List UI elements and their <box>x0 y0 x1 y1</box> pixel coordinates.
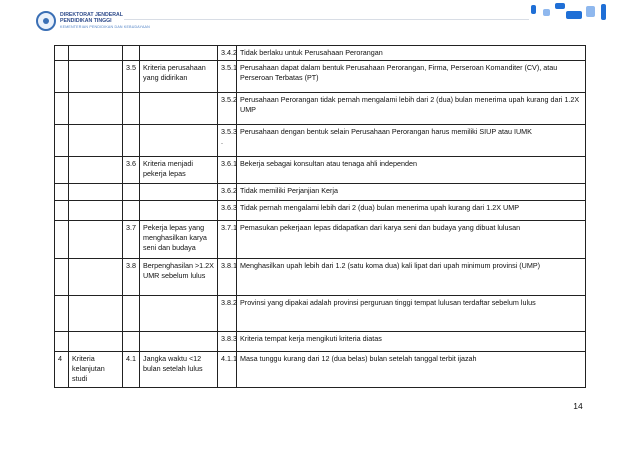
item-code: 3.8.3 <box>218 332 237 352</box>
criteria-name <box>69 125 123 157</box>
row-number: 4 <box>55 352 69 388</box>
item-code: 3.5.3 . <box>218 125 237 157</box>
criteria-name <box>69 296 123 332</box>
item-code: 3.4.2 <box>218 46 237 61</box>
item-code: 3.8.1 <box>218 259 237 296</box>
criteria-name: Kriteria kelanjutan studi <box>69 352 123 388</box>
sub-number <box>123 332 140 352</box>
row-number <box>55 61 69 93</box>
table-row <box>55 46 586 61</box>
item-code: 3.6.1 <box>218 157 237 184</box>
item-description: Tidak pernah mengalami lebih dari 2 (dua) bulan menerima upah kurang dari 1.2X UMP <box>237 201 586 221</box>
table-row <box>55 352 586 388</box>
sub-criteria: Kriteria perusahaan yang didirikan <box>140 61 218 93</box>
sub-criteria: Berpenghasilan >1.2X UMR sebelum lulus <box>140 259 218 296</box>
item-code: 3.6.2 <box>218 184 237 201</box>
item-description: Masa tunggu kurang dari 12 (dua belas) bulan setelah tanggal terbit ijazah <box>237 352 586 388</box>
sub-number: 3.8 <box>123 259 140 296</box>
item-description: Kriteria tempat kerja mengikuti kriteria diatas <box>237 332 586 352</box>
sub-criteria <box>140 332 218 352</box>
decor-shape-4 <box>566 11 582 19</box>
sub-criteria <box>140 93 218 125</box>
page-header <box>0 0 638 40</box>
org-line-3: KEMENTERIAN PENDIDIKAN DAN KEBUDAYAAN <box>60 25 150 29</box>
sub-number <box>123 93 140 125</box>
item-code: 3.5.2 <box>218 93 237 125</box>
row-number <box>55 221 69 259</box>
criteria-name <box>69 61 123 93</box>
row-number <box>55 157 69 184</box>
row-number <box>55 125 69 157</box>
criteria-name <box>69 201 123 221</box>
header-rule <box>124 19 529 20</box>
table-row <box>55 296 586 332</box>
table-row <box>55 259 586 296</box>
criteria-name <box>69 259 123 296</box>
criteria-name <box>69 184 123 201</box>
sub-criteria <box>140 125 218 157</box>
item-code: 3.7.1 <box>218 221 237 259</box>
sub-number: 3.5 <box>123 61 140 93</box>
sub-criteria <box>140 184 218 201</box>
sub-criteria <box>140 46 218 61</box>
item-description: Tidak memiliki Perjanjian Kerja <box>237 184 586 201</box>
ministry-logo-icon <box>36 11 56 31</box>
org-name <box>60 12 150 30</box>
criteria-name <box>69 332 123 352</box>
item-description: Pemasukan pekerjaan lepas didapatkan dari karya seni dan budaya yang dibuat lulusan <box>237 221 586 259</box>
item-description: Bekerja sebagai konsultan atau tenaga ahli independen <box>237 157 586 184</box>
item-description: Perusahaan Perorangan tidak pernah mengalami lebih dari 2 (dua) bulan menerima upah kurang dari 1.2X UMP <box>237 93 586 125</box>
criteria-table <box>54 45 586 388</box>
sub-number: 4.1 <box>123 352 140 388</box>
table-row <box>55 93 586 125</box>
table-row <box>55 332 586 352</box>
row-number <box>55 201 69 221</box>
row-number <box>55 296 69 332</box>
row-number <box>55 259 69 296</box>
sub-criteria <box>140 296 218 332</box>
sub-number <box>123 296 140 332</box>
page-number: 14 <box>573 401 583 411</box>
decor-shape-6 <box>601 4 606 20</box>
item-description: Provinsi yang dipakai adalah provinsi perguruan tinggi tempat lulusan terdaftar sebelum lulus <box>237 296 586 332</box>
row-number <box>55 46 69 61</box>
item-code: 3.6.3 <box>218 201 237 221</box>
item-code: 3.8.2 <box>218 296 237 332</box>
sub-criteria: Kriteria menjadi pekerja lepas <box>140 157 218 184</box>
org-line-1: DIREKTORAT JENDERAL <box>60 12 123 18</box>
table-row <box>55 61 586 93</box>
sub-criteria <box>140 201 218 221</box>
table-row <box>55 184 586 201</box>
table-row <box>55 221 586 259</box>
table-row <box>55 157 586 184</box>
sub-number <box>123 46 140 61</box>
criteria-name <box>69 93 123 125</box>
item-code: 3.5.1 <box>218 61 237 93</box>
decor-shape-5 <box>586 6 595 17</box>
sub-number <box>123 184 140 201</box>
sub-number <box>123 201 140 221</box>
sub-number: 3.7 <box>123 221 140 259</box>
item-description: Perusahaan dengan bentuk selain Perusahaan Perorangan harus memiliki SIUP atau IUMK <box>237 125 586 157</box>
row-number <box>55 93 69 125</box>
item-description: Perusahaan dapat dalam bentuk Perusahaan Perorangan, Firma, Perseroan Komanditer (CV), atau Perseroan Terbatas (PT) <box>237 61 586 93</box>
item-code: 4.1.1 <box>218 352 237 388</box>
decor-shape-2 <box>543 9 550 16</box>
table-row <box>55 201 586 221</box>
decor-shape-3 <box>555 3 565 9</box>
org-line-2: PENDIDIKAN TINGGI <box>60 18 112 24</box>
criteria-name <box>69 221 123 259</box>
sub-criteria: Pekerja lepas yang menghasilkan karya seni dan budaya <box>140 221 218 259</box>
criteria-name <box>69 157 123 184</box>
sub-number <box>123 125 140 157</box>
row-number <box>55 332 69 352</box>
criteria-name <box>69 46 123 61</box>
decor-shape-1 <box>531 5 536 14</box>
sub-criteria: Jangka waktu <12 bulan setelah lulus <box>140 352 218 388</box>
item-description: Menghasilkan upah lebih dari 1.2 (satu koma dua) kali lipat dari upah minimum provinsi (UMP) <box>237 259 586 296</box>
item-description: Tidak berlaku untuk Perusahaan Perorangan <box>237 46 586 61</box>
row-number <box>55 184 69 201</box>
sub-number: 3.6 <box>123 157 140 184</box>
table-row <box>55 125 586 157</box>
